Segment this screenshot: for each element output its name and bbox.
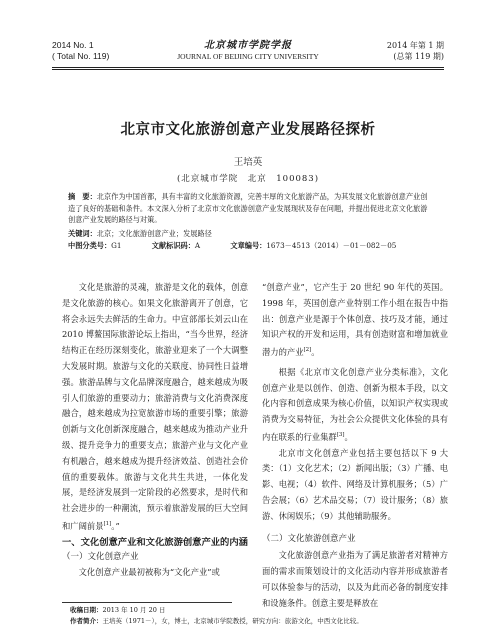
header-rule	[52, 67, 444, 68]
keywords-text: 北京；文化旅游创意产业；发展路径	[96, 229, 212, 238]
header-rule-thin	[52, 69, 444, 70]
abstract-text: 北京作为中国首都，具有丰富的文化旅游资源，完善丰厚的文化旅游产品，为其发展文化旅游创意产业创造了良好的基础和条件。本文深入分析了北京市文化旅游创意产业发展现状及存在问题，并提出促进北京文化旅游创意产业发展的路径与对策。	[68, 192, 428, 224]
article-author: 王培英	[233, 157, 263, 168]
subsection-heading: （一）文化创意产业	[62, 551, 139, 562]
paragraph: 文化创意产业最初被称为“文化产业”或	[78, 567, 220, 578]
abstract	[68, 191, 428, 226]
document-code: 文献标识码：A	[151, 241, 201, 250]
page-header	[52, 40, 444, 68]
journal-name	[52, 40, 444, 62]
subsection-heading: （二）文化旅游创意产业	[262, 534, 356, 545]
paragraph: 文化是旅游的灵魂，旅游是文化的载体，创意是文化旅游的核心。如果文化旅游离开了创意，它将会永远失去鲜活的生命力。中宣部部长刘云山在 2010 博鳌国际旅游论坛上指出，“当今世界，经济结构正在经历深刻变化，旅游业迎来了一个大调整大发展时期。旅游与文化的关联度、协同性日益增强。旅游品牌与文化品牌深度融合，越来越成为吸引人们旅游的重要动力；旅游消费与文化消费深度融合，越来越成为拉宽旅游市场的重要引擎；旅游创新与文化创新深度融合，越来越成为推动产业升级、提升竞争力的重要支点；旅游产业与文化产业有机融合，越来越成为提升经济效益、创造社会价值的重要载体。旅游与文化共生共进，一体化发展，是经济发展到一定阶段的必然要求，是时代和社会进步的一种潮流，预示着旅游发展的巨大空间和广阔前景[1]。”	[62, 282, 248, 531]
paragraph: 北京市文化创意产业包括主要包括以下 9 大类：（1）文化艺术；（2）新闻出版；（3）广播、电影、电视；（4）软件、网络及计算机服务；（5）广告会展；（6）艺术品交易；（7）设计服务；（8）旅游、休闲娱乐；（9）其他辅助服务。	[262, 447, 448, 521]
footnote-author: 作者简介：王培英（1971－），女，博士，北京城市学院教授，研究方向：旅游文化，中西文化比较。	[70, 617, 363, 625]
body-left-column	[62, 280, 248, 581]
journal-name-en: JOURNAL OF BEIJING CITY UNIVERSITY	[177, 52, 319, 61]
journal-name-cn: 北京城市学院学报	[204, 40, 292, 51]
paragraph: 根据《北京市文化创意产业分类标准》，文化创意产业是以创作、创造、创新为根本手段，以文化内容和创意成果为核心价值，以知识产权实现或消费为交易特征，为社会公众提供文化体验的具有内在联系的行业集群[3]。	[262, 366, 448, 442]
paragraph: “创意产业”，它产生于 20 世纪 90 年代的英国。1998 年，英国创意产业特别工作小组在报告中指出：创意产业是源于个体创意、技巧及才能，通过知识产权的开发和运用，具有创造财富和增加就业潜力的产业[2]。	[262, 282, 448, 357]
footnote-received: 收稿日期：2013 年 10 月 20 日	[70, 606, 166, 614]
issue-year: 2014 No. 1	[52, 40, 94, 50]
clc-code: 中图分类号：G1	[68, 241, 122, 250]
footnote-rule	[62, 602, 232, 603]
issue-total: ( Total No. 119)	[52, 51, 110, 61]
issue-cn	[387, 40, 444, 62]
author-affiliation: (北京城市学院 北京 100083)	[176, 174, 320, 184]
citation-ref: [3]	[336, 431, 345, 438]
paragraph: 文化旅游创意产业指为了满足旅游者对精神方面的需求而策划设计的文化活动内容并形成旅游者可以体验参与的活动，以及为此而必备的制度安排和设施条件。创意主要是释放在	[262, 550, 448, 608]
abstract-label: 摘 要：	[68, 192, 97, 201]
citation-ref: [1]	[103, 520, 112, 527]
keywords-label: 关键词：	[68, 229, 97, 238]
article-id: 文章编号：1673－4513（2014）－01－082－05	[230, 241, 397, 250]
article-title: 北京市文化旅游创意产业发展路径探析	[120, 121, 376, 138]
citation-ref: [2]	[303, 347, 312, 354]
body-right-column	[262, 280, 448, 611]
keywords	[68, 228, 428, 240]
issue-cn-line1: 2014 年第 1 期	[386, 41, 444, 50]
section-heading: 一、文化创意产业和文化旅游创意产业的内涵	[62, 536, 248, 548]
classification-line	[68, 240, 428, 252]
issue-cn-line2: (总第 119 期)	[393, 52, 444, 61]
